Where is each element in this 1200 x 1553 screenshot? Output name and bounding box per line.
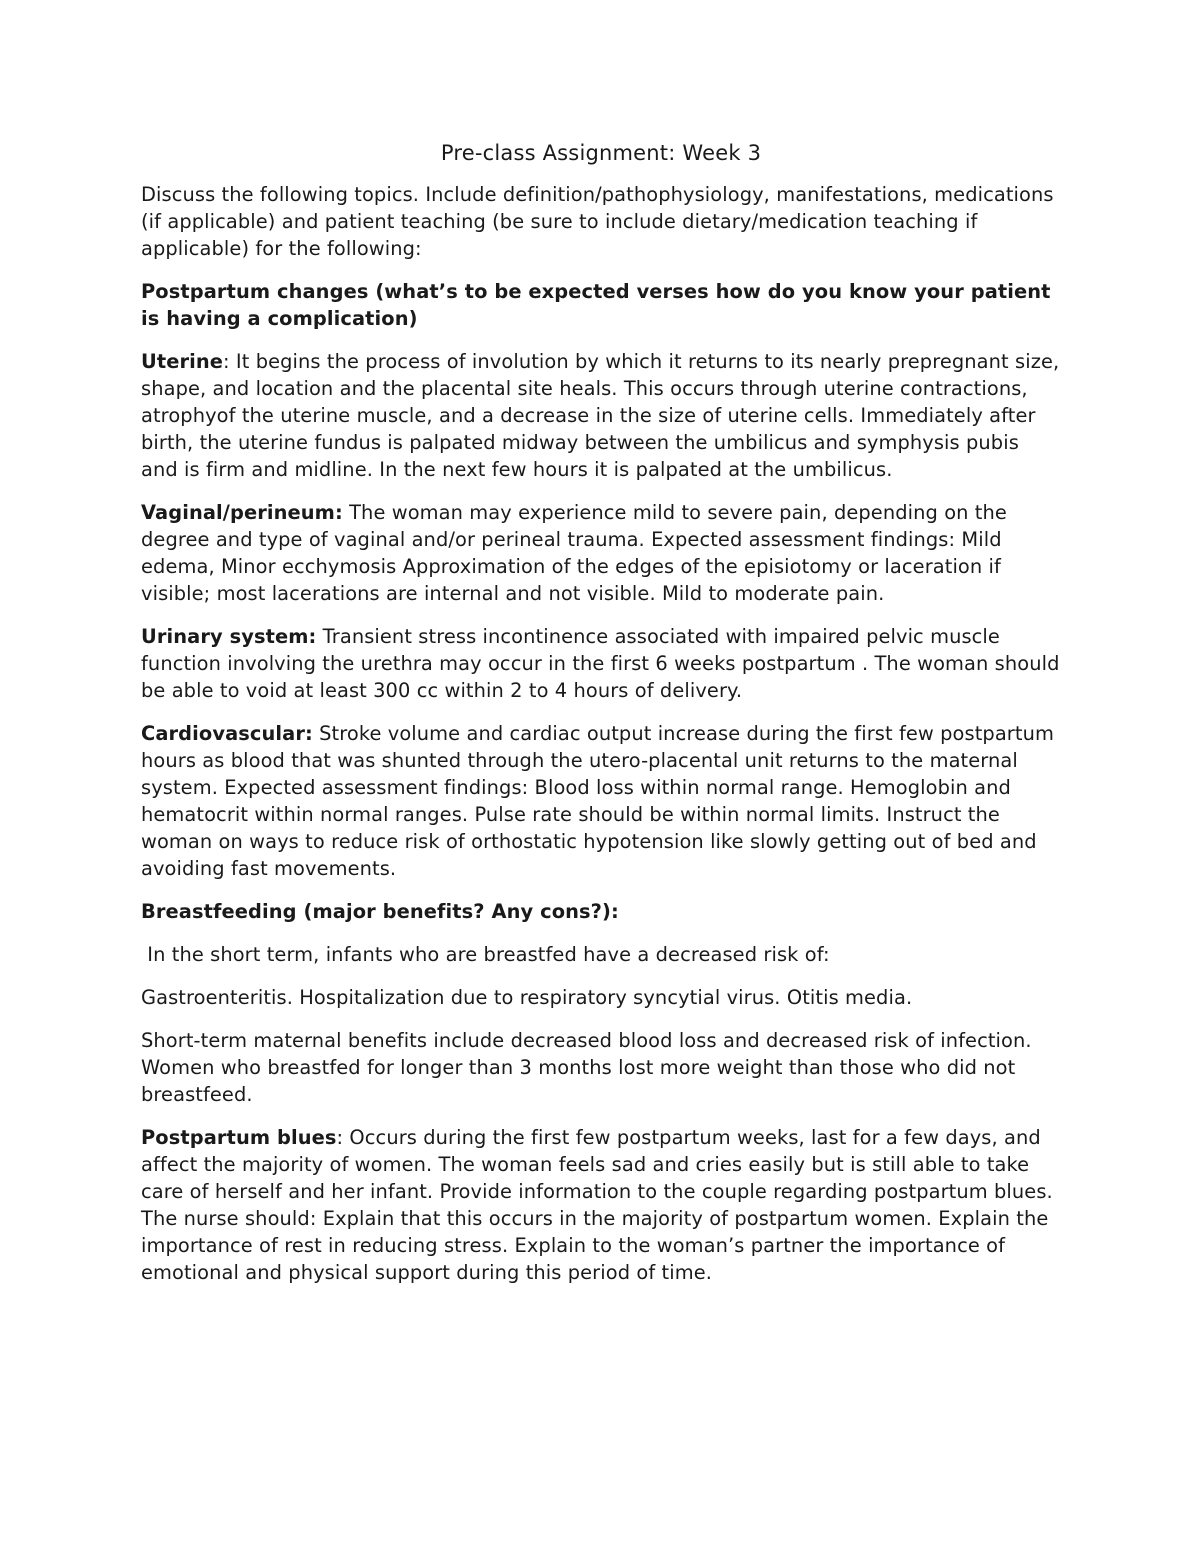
urinary-text: Transient stress incontinence associated with impaired pelvic muscle function involving the urethra may occur in the first 6 weeks postpartum . The woman should be able to void at least 300 cc within 2 to 4 hours of delivery. (141, 625, 1060, 702)
vaginal-paragraph (141, 499, 1061, 607)
blues-text: : Occurs during the first few postpartum weeks, last for a few days, and affect the majority of women. The woman feels sad and cries easily but is still able to take care of herself and her infant. Provide information to the couple regarding postpartum blues. The nurse should: Explain that this occurs in the majority of postpartum women. Explain the importance of rest in reducing stress. Explain to the woman’s partner the importance of emotional and physical support during this period of time. (141, 1126, 1053, 1284)
cardio-text: Stroke volume and cardiac output increase during the first few postpartum hours as blood that was shunted through the utero-placental unit returns to the maternal system. Expected assessment findings: Blood loss within normal range. Hemoglobin and hematocrit within normal ranges. Pulse rate should be within normal limits. Instruct the woman on ways to reduce risk of orthostatic hypotension like slowly getting out of bed and avoiding fast movements. (141, 722, 1054, 880)
uterine-text: : It begins the process of involution by which it returns to its nearly prepregnant size, shape, and location and the placental site heals. This occurs through uterine contractions, atrophyof the uterine muscle, and a decrease in the size of uterine cells. Immediately after birth, the uterine fundus is palpated midway between the umbilicus and symphysis pubis and is firm and midline. In the next few hours it is palpated at the umbilicus. (141, 350, 1060, 481)
document-title: Pre-class Assignment: Week 3 (440, 141, 762, 165)
uterine-paragraph (141, 348, 1061, 483)
breastfeeding-list: Gastroenteritis. Hospitalization due to respiratory syncytial virus. Otitis media. (141, 986, 913, 1009)
postpartum-changes-heading: Postpartum changes (what’s to be expected verses how do you know your patient is having a complication) (141, 280, 1051, 330)
urinary-paragraph (141, 623, 1061, 704)
vaginal-text: The woman may experience mild to severe pain, depending on the degree and type of vaginal and/or perineal trauma. Expected assessment findings: Mild edema, Minor ecchymosis Approximation of the edges of the episiotomy or laceration if visible; most lacerations are internal and not visible. Mild to moderate pain. (141, 501, 1007, 605)
uterine-label: Uterine (141, 350, 224, 373)
blues-label: Postpartum blues (141, 1126, 337, 1149)
urinary-label: Urinary system: (141, 625, 317, 648)
document-content (141, 140, 1061, 1302)
intro-paragraph: Discuss the following topics. Include definition/pathophysiology, manifestations, medications (if applicable) and patient teaching (be sure to include dietary/medication teaching if applicable) for the following: (141, 183, 1054, 260)
breastfeeding-intro: In the short term, infants who are breastfed have a decreased risk of: (141, 943, 830, 966)
breastfeeding-maternal: Short-term maternal benefits include decreased blood loss and decreased risk of infection. Women who breastfed for longer than 3 months lost more weight than those who did not breastfeed. (141, 1029, 1032, 1106)
blues-paragraph (141, 1124, 1061, 1286)
breastfeeding-heading: Breastfeeding (major benefits? Any cons?): (141, 900, 619, 923)
vaginal-label: Vaginal/perineum: (141, 501, 343, 524)
cardio-paragraph (141, 720, 1061, 882)
cardio-label: Cardiovascular: (141, 722, 313, 745)
